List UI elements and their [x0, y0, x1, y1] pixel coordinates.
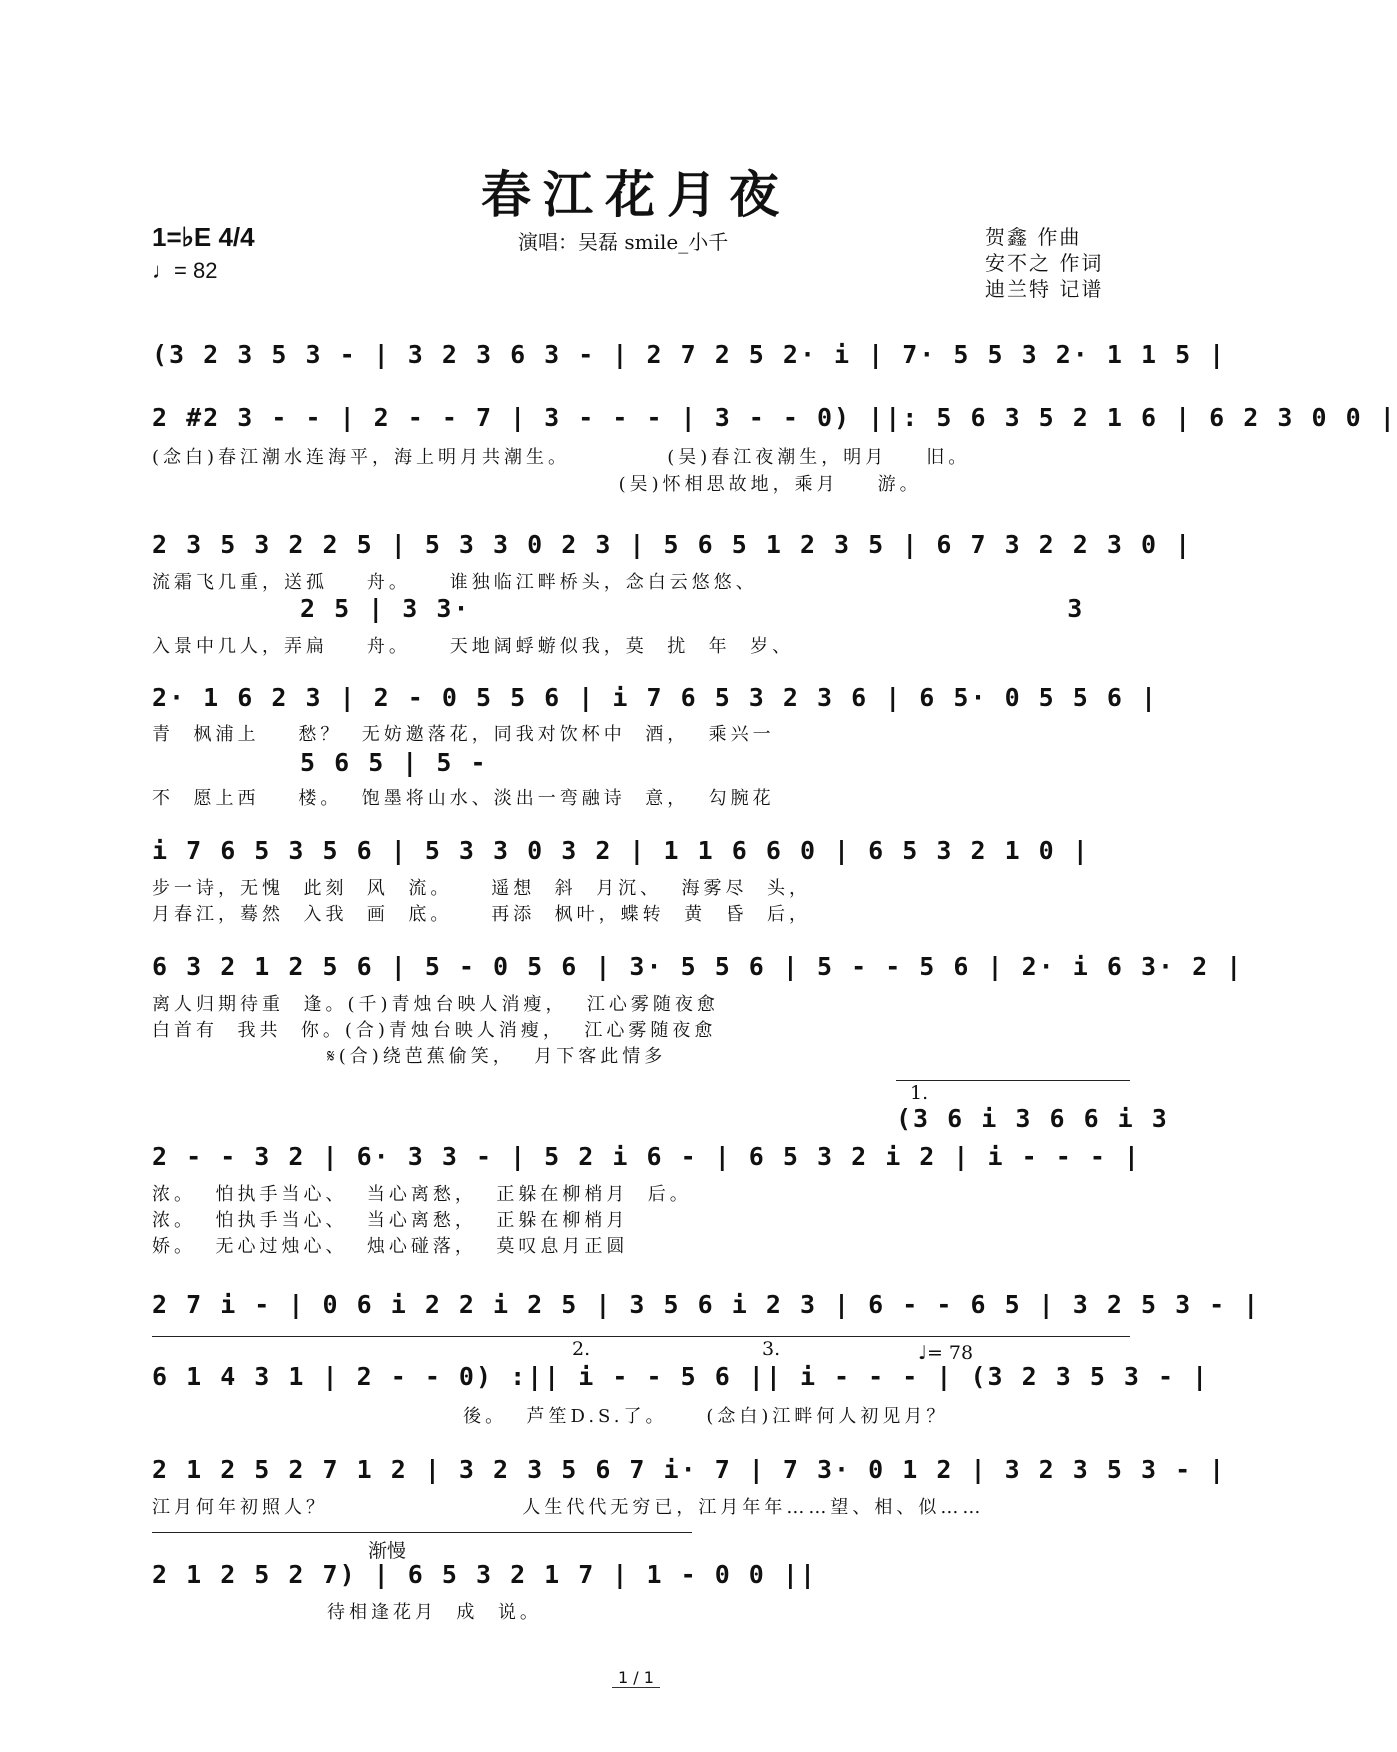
lyric-line: 𝄋(合)绕芭蕉偷笑， 月下客此情多 — [152, 1046, 667, 1067]
transcriber-credit: 迪兰特 记谱 — [985, 277, 1104, 301]
lyric-line: 流霜飞几重，送孤 舟。 谁独临江畔桥头，念白云悠悠、 — [152, 572, 758, 593]
volta-1: 1. — [910, 1082, 929, 1104]
tempo-mark: ♩= 82 — [152, 258, 218, 283]
lyric-line: 月春江，蓦然 入我 画 底。 再添 枫叶，蝶转 黄 昏 后， — [152, 904, 811, 925]
page-number: 1 / 1 — [0, 1668, 1272, 1687]
music-line-11: 2 1 2 5 2 7) | 6 5 3 2 1 7 | 1 - 0 0 || — [152, 1560, 817, 1589]
lyric-line: 不 愿上西 楼。 饱墨将山水、淡出一弯融诗 意， 勾腕花 — [152, 788, 775, 809]
lyric-line: 浓。 怕执手当心、 当心离愁， 正躲在柳梢月 后。 — [152, 1184, 692, 1205]
lyric-line: 江月何年初照人？ 人生代代无穷已，江月年年……望、相、似…… — [152, 1497, 985, 1518]
tempo-change: ♩= 78 — [918, 1342, 974, 1364]
singer-credit: 演唱：吴磊 smile_小千 — [518, 230, 729, 254]
volta-3: 3. — [762, 1338, 781, 1360]
lyric-line: 青 枫浦上 愁？ 无妨邀落花，同我对饮杯中 酒， 乘兴一 — [152, 724, 775, 745]
composer-credit: 贺鑫 作曲 — [985, 225, 1082, 249]
lyric-line: 浓。 怕执手当心、 当心离愁， 正躲在柳梢月 — [152, 1210, 629, 1231]
music-line-3b: 2 5 | 3 3· 3 — [300, 594, 1085, 623]
coda-bracket — [152, 1532, 692, 1533]
lyric-line: (念白)春江潮水连海平，海上明月共潮生。 (吴)春江夜潮生，明月 旧。 — [152, 447, 971, 468]
bracket-line — [152, 1336, 1130, 1337]
lyric-line: 离人归期待重 逢。(千)青烛台映人消瘦， 江心雾随夜愈 — [152, 994, 719, 1015]
song-title: 春江花月夜 — [481, 165, 791, 224]
lyric-line: (吴)怀相思故地，乘月 游。 — [152, 474, 922, 495]
music-line-1: (3 2 3 5 3 - | 3 2 3 6 3 - | 2 7 2 5 2· i | 7· 5 5 3 2· 1 1 5 | — [152, 340, 1227, 369]
lyric-line: 入景中几人，弄扁 舟。 天地阔蜉蝣似我，莫 扰 年 岁、 — [152, 636, 795, 657]
music-line-7: 2 - - 3 2 | 6· 3 3 - | 5 2 i 6 - | 6 5 3 2 i 2 | i - - - | — [152, 1142, 1141, 1171]
music-line-4: 2· 1 6 2 3 | 2 - 0 5 5 6 | i 7 6 5 3 2 3 6 | 6 5· 0 5 5 6 | — [152, 683, 1159, 712]
volta-2: 2. — [572, 1338, 591, 1360]
music-line-8: 2 7 i - | 0 6 i 2 2 i 2 5 | 3 5 6 i 2 3 | 6 - - 6 5 | 3 2 5 3 - | — [152, 1290, 1261, 1319]
music-line-4b: 5 6 5 | 5 - — [300, 748, 488, 777]
music-line-3: 2 3 5 3 2 2 5 | 5 3 3 0 2 3 | 5 6 5 1 2 3 5 | 6 7 3 2 2 3 0 | — [152, 530, 1193, 559]
volta-bracket — [896, 1080, 1130, 1081]
music-line-2: 2 #2 3 - - | 2 - - 7 | 3 - - - | 3 - - 0) ||: 5 6 3 5 2 1 6 | 6 2 3 0 0 | — [152, 403, 1397, 432]
lyric-line: 待相逢花月 成 说。 — [152, 1602, 542, 1623]
music-line-10: 2 1 2 5 2 7 1 2 | 3 2 3 5 6 7 i· 7 | 7 3· 0 1 2 | 3 2 3 5 3 - | — [152, 1455, 1227, 1484]
lyricist-credit: 安不之 作词 — [985, 251, 1104, 275]
music-line-7a: (3 6 i 3 6 6 i 3 — [896, 1104, 1169, 1133]
lyric-line: 後。 芦笙D.S.了。 (念白)江畔何人初见月？ — [152, 1406, 949, 1427]
music-line-5: i 7 6 5 3 5 6 | 5 3 3 0 3 2 | 1 1 6 6 0 | 6 5 3 2 1 0 | — [152, 836, 1090, 865]
lyric-line: 白首有 我共 你。(合)青烛台映人消瘦， 江心雾随夜愈 — [152, 1020, 717, 1041]
slow-mark: 渐慢 — [368, 1540, 407, 1562]
key-signature: 1=♭E 4/4 — [152, 222, 255, 252]
music-line-6: 6 3 2 1 2 5 6 | 5 - 0 5 6 | 3· 5 5 6 | 5 - - 5 6 | 2· i 6 3· 2 | — [152, 952, 1244, 981]
lyric-line: 娇。 无心过烛心、 烛心碰落， 莫叹息月正圆 — [152, 1236, 629, 1257]
credits — [985, 224, 1103, 302]
music-line-9: 6 1 4 3 1 | 2 - - 0) :|| i - - 5 6 || i - - - | (3 2 3 5 3 - | — [152, 1362, 1210, 1391]
lyric-line: 步一诗，无愧 此刻 风 流。 遥想 斜 月沉、 海雾尽 头， — [152, 878, 811, 899]
